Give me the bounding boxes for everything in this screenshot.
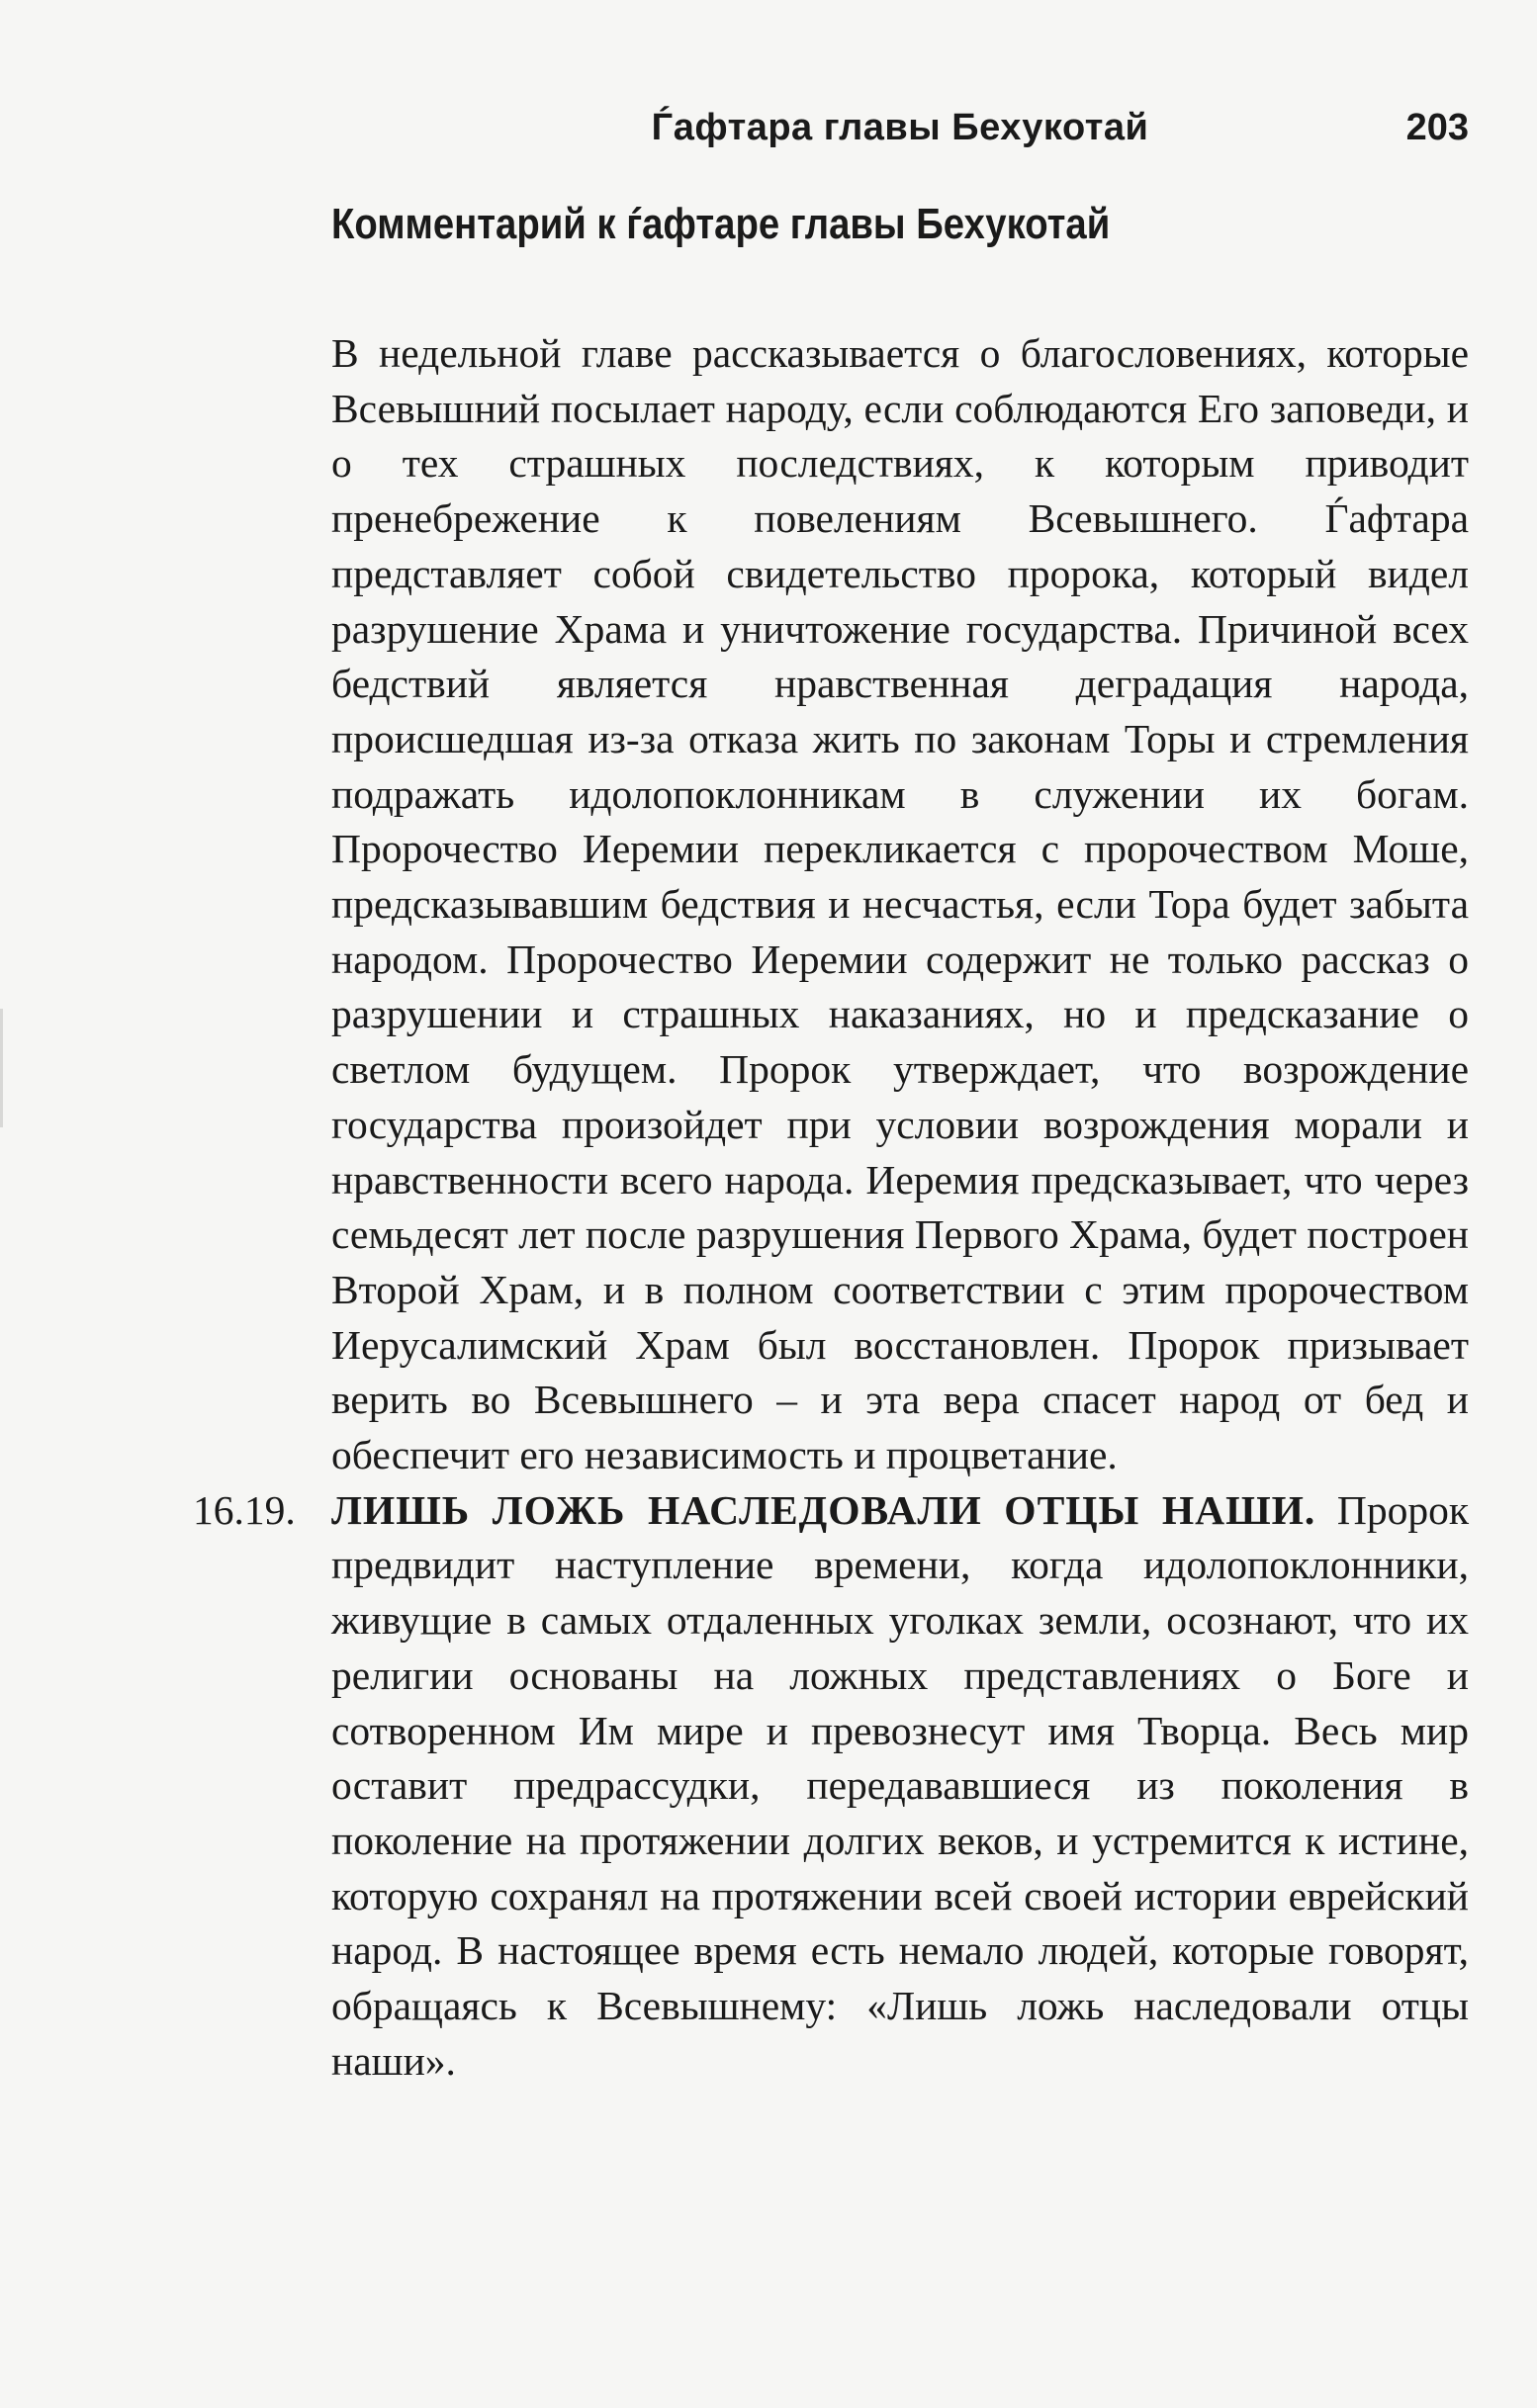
verse-lemma: ЛИШЬ ЛОЖЬ НАСЛЕДОВАЛИ ОТЦЫ НАШИ. [331,1486,1316,1533]
verse-number: 16.19. [193,1486,296,1533]
running-title: Ѓафтара главы Бехукотай [651,107,1149,148]
running-head [331,107,1469,166]
body-text [193,326,1469,2090]
verse-entry-paragraph [331,1483,1469,2090]
verse-entry [193,1483,1469,2090]
section-heading: Комментарий к ѓафтаре главы Бехукотай [331,200,1111,248]
page-number: 203 [1405,107,1469,148]
verse-commentary: Пророк предвидит наступление времени, когда идолопоклонники, живущие в самых отдаленных уголках земли, осознают, что их религии основаны на ложных представлениях о Боге и сотворенном Им мире и превознесут имя Творца. Весь мир оставит предрассудки, передававшиеся из поколения в поколение на протяжении долгих веков, и устремится к истине, которую сохранял на протяжении всей своей истории еврейский народ. В настоящее время есть немало людей, которые говорят, обращаясь к Всевышнему: «Лишь ложь наследовали отцы наши». [331,1486,1469,2084]
page-edge-shadow [0,1009,3,1127]
commentary-paragraph: В недельной главе рассказывается о благословениях, которые Всевышний посылает народу, если соблюдаются Его заповеди, и о тех страшных последствиях, к которым приводит пренебрежение к повелениям Всевышнего. Ѓафтара представляет собой свидетельство пророка, который видел разрушение Храма и уничтожение государства. Причиной всех бедствий является нравственная деградация народа, происшедшая из-за отказа жить по законам Торы и стремления подражать идолопоклонникам в служении их богам. Пророчество Иеремии перекликается с пророчеством Моше, предсказывавшим бедствия и несчастья, если Тора будет забыта народом. Пророчество Иеремии содержит не только рассказ о разрушении и страшных наказаниях, но и предсказание о светлом будущем. Пророк утверждает, что возрождение государства произойдет при условии возрождения морали и нравственности всего народа. Иеремия предсказывает, что через семьдесят лет после разрушения Первого Храма, будет построен Второй Храм, и в полном соответствии с этим пророчеством Иерусалимский Храм был восстановлен. Пророк призывает верить во Всевышнего – и эта вера спасет народ от бед и обеспечит его независимость и процветание. [331,330,1469,1478]
